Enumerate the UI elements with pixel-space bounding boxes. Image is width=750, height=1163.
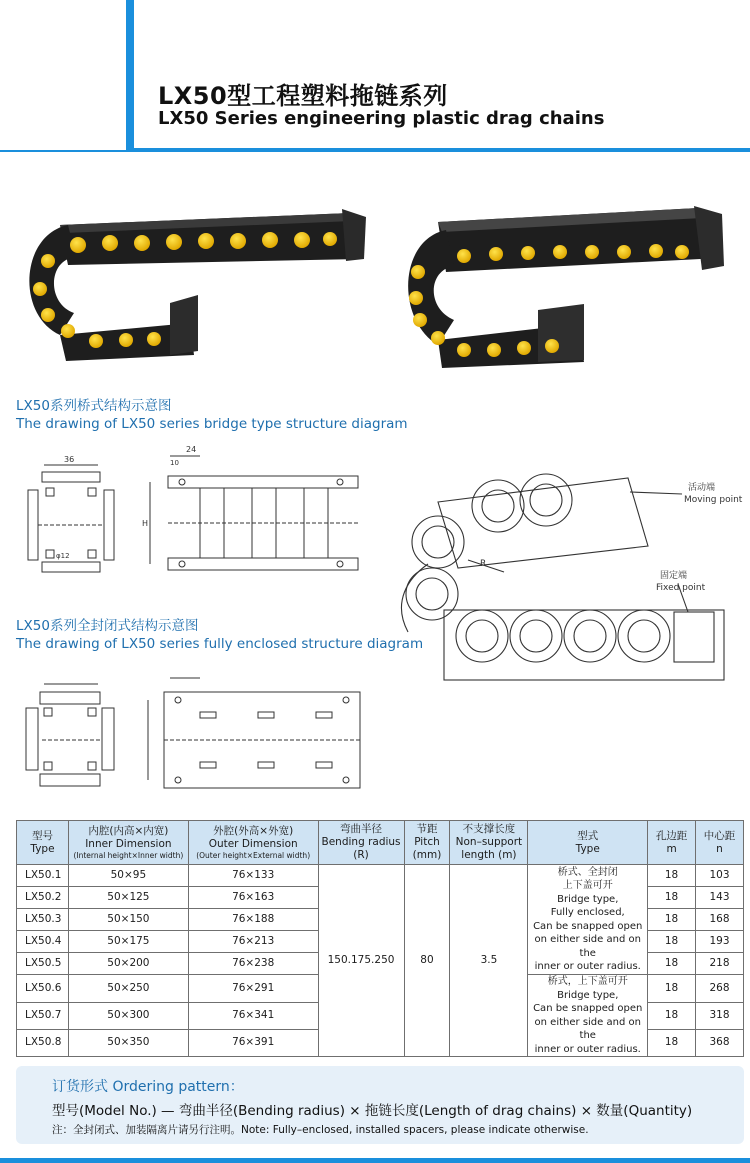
caption-enclosed-cn: LX50系列全封闭式结构示意图	[16, 618, 199, 634]
cell-type: LX50.3	[17, 909, 69, 931]
ordering-formula: 型号(Model No.) — 弯曲半径(Bending radius) × 拖链长度(Length of drag chains) × 数量(Quantity)	[52, 1103, 693, 1119]
cell-outer: 76×188	[188, 909, 318, 931]
page-header	[0, 0, 750, 152]
cell-outer: 76×133	[188, 865, 318, 887]
moving-point-cn: 活动端	[688, 483, 716, 493]
accent-horizontal-line	[126, 148, 750, 152]
cell-n: 143	[696, 887, 744, 909]
cell-n: 218	[696, 953, 744, 975]
cell-inner: 50×250	[68, 975, 188, 1002]
fixed-point-cn: 固定端	[660, 571, 688, 581]
radius-label: R	[480, 559, 487, 569]
enclosed-side-view-diagram	[140, 662, 370, 797]
dim-24-label: 24	[186, 445, 197, 454]
header-m: 孔边距 m	[648, 821, 696, 865]
cell-outer: 76×213	[188, 931, 318, 953]
cell-n: 318	[696, 1002, 744, 1029]
page-title-cn: LX50型工程塑料拖链系列	[158, 82, 448, 110]
cell-inner: 50×125	[68, 887, 188, 909]
cell-inner: 50×300	[68, 1002, 188, 1029]
chain-loop-schematic	[398, 462, 743, 697]
cell-type: LX50.5	[17, 953, 69, 975]
header-nonsupport: 不支撑长度 Non–support length (m)	[450, 821, 528, 865]
header-outer: 外腔(外高×外宽) Outer Dimension (Outer height×External width)	[188, 821, 318, 865]
cell-m: 18	[648, 887, 696, 909]
cell-inner: 50×175	[68, 931, 188, 953]
header-bending: 弯曲半径 Bending radius (R)	[318, 821, 404, 865]
cell-inner: 50×350	[68, 1030, 188, 1057]
caption-enclosed-en: The drawing of LX50 series fully enclosed structure diagram	[16, 636, 424, 652]
caption-bridge-cn: LX50系列桥式结构示意图	[16, 398, 172, 414]
accent-horizontal-line-left	[0, 150, 126, 152]
cell-m: 18	[648, 953, 696, 975]
caption-bridge-en: The drawing of LX50 series bridge type structure diagram	[16, 416, 408, 432]
cell-type: LX50.1	[17, 865, 69, 887]
header-type: 型号 Type	[17, 821, 69, 865]
spec-table	[16, 820, 744, 1057]
dim-10-label: 10	[170, 459, 179, 467]
cell-n: 268	[696, 975, 744, 1002]
table-row	[17, 865, 744, 887]
page-title-en: LX50 Series engineering plastic drag chains	[158, 108, 605, 129]
cell-m: 18	[648, 909, 696, 931]
cell-m: 18	[648, 865, 696, 887]
cell-outer: 76×291	[188, 975, 318, 1002]
cell-outer: 76×341	[188, 1002, 318, 1029]
accent-vertical-bar	[126, 0, 134, 152]
cell-pitch: 80	[404, 865, 450, 1057]
cell-outer: 76×391	[188, 1030, 318, 1057]
bottom-accent-bar	[0, 1158, 750, 1163]
header-pitch: 节距 Pitch (mm)	[404, 821, 450, 865]
table-header-row	[17, 821, 744, 865]
cell-outer: 76×238	[188, 953, 318, 975]
cell-m: 18	[648, 975, 696, 1002]
cell-type-b: 桥式，上下盖可开 Bridge type, Can be snapped open on either side and on the inner or outer radius.	[528, 975, 648, 1057]
cell-n: 168	[696, 909, 744, 931]
moving-point-en: Moving point	[684, 495, 743, 505]
cell-outer: 76×163	[188, 887, 318, 909]
cell-m: 18	[648, 931, 696, 953]
cell-m: 18	[648, 1002, 696, 1029]
dim-12-label: φ12	[56, 552, 70, 560]
ordering-pattern-box	[16, 1066, 744, 1144]
header-n: 中心距 n	[696, 821, 744, 865]
bridge-side-view-diagram	[140, 440, 370, 585]
cell-n: 193	[696, 931, 744, 953]
cell-type: LX50.8	[17, 1030, 69, 1057]
enclosed-cross-section-diagram	[20, 672, 120, 797]
ordering-note: 注：全封闭式、加装隔离片请另行注明。Note: Fully–enclosed, installed spacers, please indicate otherwise.	[52, 1124, 589, 1136]
cell-non-support: 3.5	[450, 865, 528, 1057]
drag-chain-photo-enclosed	[398, 200, 738, 370]
cell-type: LX50.4	[17, 931, 69, 953]
cell-inner: 50×95	[68, 865, 188, 887]
ordering-title: 订货形式 Ordering pattern：	[52, 1079, 244, 1095]
cell-inner: 50×150	[68, 909, 188, 931]
dim-36-label: 36	[64, 455, 75, 464]
cell-n: 368	[696, 1030, 744, 1057]
cell-type: LX50.6	[17, 975, 69, 1002]
fixed-point-en: Fixed point	[656, 583, 706, 593]
cell-n: 103	[696, 865, 744, 887]
bridge-cross-section-diagram	[20, 450, 120, 585]
cell-m: 18	[648, 1030, 696, 1057]
header-inner: 内腔(内高×内宽) Inner Dimension (Internal height×Inner width)	[68, 821, 188, 865]
dim-h-label: H	[142, 519, 149, 528]
cell-bending-radius: 150.175.250	[318, 865, 404, 1057]
cell-type: LX50.7	[17, 1002, 69, 1029]
drag-chain-photo-bridge	[20, 195, 370, 365]
cell-inner: 50×200	[68, 953, 188, 975]
cell-type-a: 桥式、全封闭 上下盖可开 Bridge type, Fully enclosed, Can be snapped open on either side and on the inner or outer radius.	[528, 865, 648, 975]
cell-type: LX50.2	[17, 887, 69, 909]
header-style: 型式 Type	[528, 821, 648, 865]
